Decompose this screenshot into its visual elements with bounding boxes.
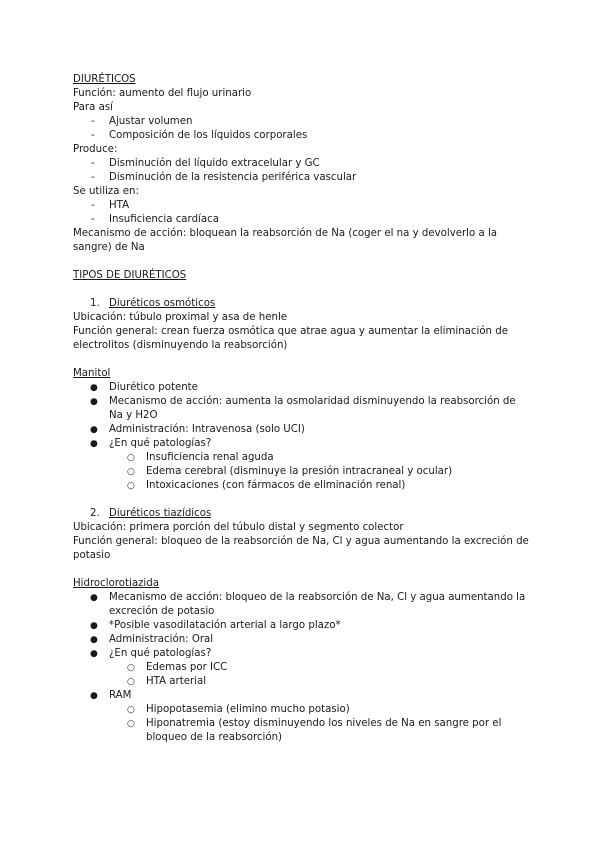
- list-item-cont: Na y H2O: [109, 410, 158, 421]
- list-item: - Disminución de la resistencia periférica vascular: [91, 172, 357, 183]
- drug-name: Manitol: [73, 368, 111, 379]
- doc-title: DIURÉTICOS: [73, 74, 136, 85]
- dash-marker: -: [91, 200, 95, 211]
- ubicacion-line: Ubicación: túbulo proximal y asa de henle: [73, 312, 288, 323]
- list-item: ● ¿En qué patologías?: [90, 438, 212, 449]
- list-item: - Disminución del líquido extracelular y GC: [91, 158, 320, 169]
- list-item: - Insuficiencia cardíaca: [91, 214, 219, 225]
- dash-marker: -: [91, 172, 95, 183]
- produce-line: Produce:: [73, 144, 118, 155]
- dash-marker: -: [91, 158, 95, 169]
- dash-marker: -: [91, 214, 95, 225]
- bullet-marker: ●: [90, 397, 98, 407]
- list-item: ○ Intoxicaciones (con fármacos de eliminación renal): [127, 480, 406, 491]
- list-item-cont: bloqueo de la reabsorción): [146, 732, 283, 743]
- section-heading: [73, 507, 543, 521]
- drug-name: Hidroclorotiazida: [73, 578, 159, 589]
- list-item: ● Administración: Intravenosa (solo UCI): [90, 424, 305, 435]
- para-asi-line: Para así: [73, 102, 113, 113]
- list-item: ● Mecanismo de acción: aumenta la osmolaridad disminuyendo la reabsorción de: [90, 396, 516, 407]
- list-item: ● RAM: [90, 690, 132, 701]
- bullet-marker: ●: [90, 439, 98, 449]
- bullet-marker: ●: [90, 649, 98, 659]
- section-number: 2.: [90, 508, 100, 519]
- circle-marker: ○: [127, 481, 135, 491]
- funcion-general-line: Función general: crean fuerza osmótica que atrae agua y aumentar la eliminación de: [73, 326, 508, 337]
- dash-marker: -: [91, 130, 95, 141]
- list-item: ● ¿En qué patologías?: [90, 648, 212, 659]
- list-item: ● *Posible vasodilatación arterial a largo plazo*: [90, 620, 341, 631]
- ubicacion-line: Ubicación: primera porción del túbulo distal y segmento colector: [73, 522, 404, 533]
- list-item: ● Mecanismo de acción: bloqueo de la reabsorción de Na, Cl y agua aumentando la: [90, 592, 526, 603]
- document-page: [73, 73, 543, 745]
- list-item: - HTA: [91, 200, 130, 211]
- circle-marker: ○: [127, 453, 135, 463]
- funcion-general-line: Función general: bloqueo de la reabsorción de Na, Cl y agua aumentando la excreción de: [73, 536, 529, 547]
- funcion-general-line-cont: electrolitos (disminuyendo la reabsorción): [73, 340, 288, 351]
- tipos-title: TIPOS DE DIURÉTICOS: [73, 270, 187, 281]
- funcion-line: Función: aumento del flujo urinario: [73, 88, 252, 99]
- bullet-marker: ●: [90, 425, 98, 435]
- list-item: ○ Insuficiencia renal aguda: [127, 452, 274, 463]
- bullet-marker: ●: [90, 383, 98, 393]
- list-item: - Composición de los líquidos corporales: [91, 130, 308, 141]
- list-item: ● Diurético potente: [90, 382, 198, 393]
- mecanismo-line-cont: sangre) de Na: [73, 242, 145, 253]
- list-item: ○ Edema cerebral (disminuye la presión intracraneal y ocular): [127, 466, 453, 477]
- dash-marker: -: [91, 116, 95, 127]
- list-item: ○ Hipopotasemia (elimino mucho potasio): [127, 704, 350, 715]
- section-heading: [73, 297, 543, 311]
- bullet-marker: ●: [90, 691, 98, 701]
- funcion-general-line-cont: potasio: [73, 550, 111, 561]
- list-item-cont: excreción de potasio: [109, 606, 215, 617]
- list-item: ○ Hiponatremia (estoy disminuyendo los niveles de Na en sangre por el: [127, 718, 502, 729]
- section-number: 1.: [90, 298, 100, 309]
- list-item: - Ajustar volumen: [91, 116, 193, 127]
- circle-marker: ○: [127, 719, 135, 729]
- section-heading-text: Diuréticos tiazídicos: [109, 508, 212, 519]
- section-heading-text: Diuréticos osmóticos: [109, 298, 216, 309]
- bullet-marker: ●: [90, 635, 98, 645]
- bullet-marker: ●: [90, 621, 98, 631]
- list-item: ○ HTA arterial: [127, 676, 207, 687]
- mecanismo-line: Mecanismo de acción: bloquean la reabsorción de Na (coger el na y devolverlo a la: [73, 228, 498, 239]
- circle-marker: ○: [127, 677, 135, 687]
- list-item: ○ Edemas por ICC: [127, 662, 228, 673]
- circle-marker: ○: [127, 705, 135, 715]
- circle-marker: ○: [127, 467, 135, 477]
- circle-marker: ○: [127, 663, 135, 673]
- bullet-marker: ●: [90, 593, 98, 603]
- utiliza-line: Se utiliza en:: [73, 186, 139, 197]
- list-item: ● Administración: Oral: [90, 634, 214, 645]
